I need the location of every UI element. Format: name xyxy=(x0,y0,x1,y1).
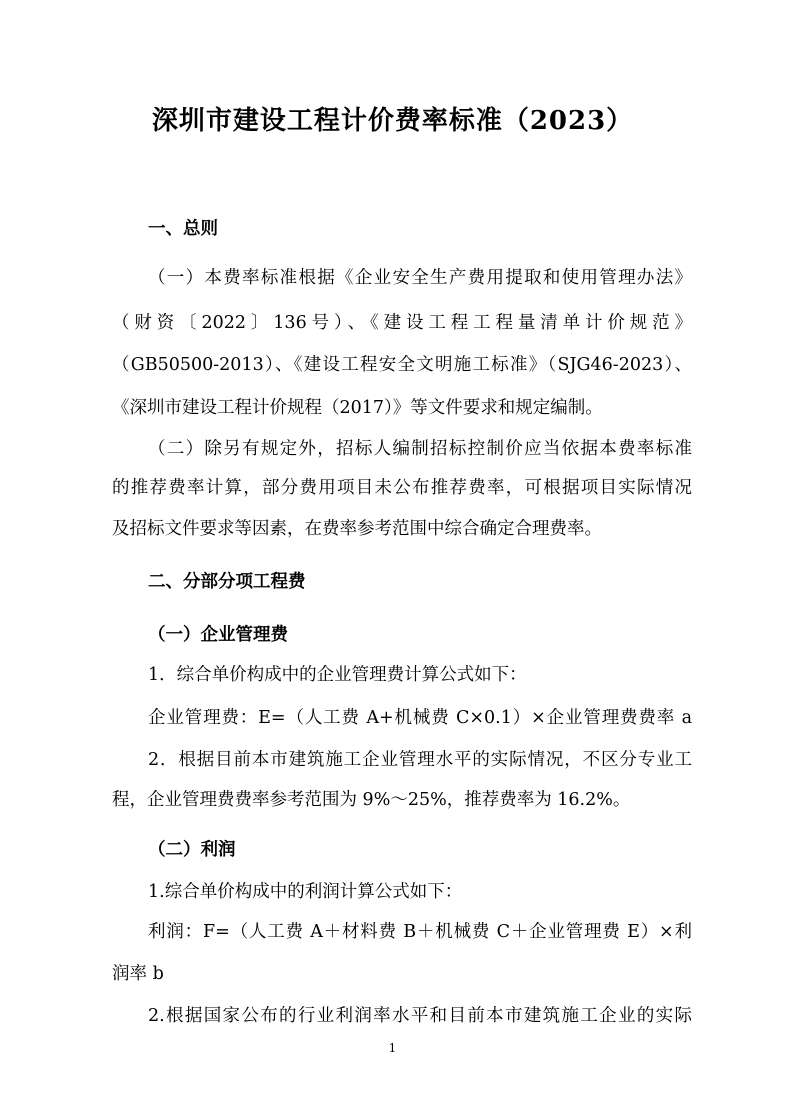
paragraph-line: （二）除另有规定外，招标人编制招标控制价应当依据本费率标准 xyxy=(148,439,692,459)
paragraph-line: 及招标文件要求等因素，在费率参考范围中综合确定合理费率。 xyxy=(112,519,602,539)
subsection-heading-profit: （二）利润 xyxy=(148,840,236,860)
formula-profit: 利润：F=（人工费 A＋材料费 B＋机械费 C＋企业管理费 E）×利 xyxy=(148,922,692,942)
page-number: 1 xyxy=(388,1041,397,1055)
paragraph-line: （GB50500-2013）、《建设工程安全文明施工标准》（SJG46-2023）、 xyxy=(112,355,692,375)
paragraph-line: （一）本费率标准根据《企业安全生产费用提取和使用管理办法》 xyxy=(148,268,692,288)
paragraph-line: 1.综合单价构成中的利润计算公式如下： xyxy=(148,882,463,902)
formula-profit-continued: 润率 b xyxy=(112,964,164,984)
section-heading-itemized-costs: 二、分部分项工程费 xyxy=(148,572,306,592)
paragraph-line: 的推荐费率计算，部分费用项目未公布推荐费率，可根据项目实际情况 xyxy=(112,478,692,498)
document-title: 深圳市建设工程计价费率标准（2023） xyxy=(151,106,634,136)
paragraph-line: （财资〔2022〕136号）、《建设工程工程量清单计价规范》 xyxy=(112,313,692,333)
section-heading-general: 一、总则 xyxy=(148,219,218,239)
paragraph-line: 程，企业管理费费率参考范围为 9%～25%，推荐费率为 16.2%。 xyxy=(112,790,631,810)
paragraph-line: 2．根据目前本市建筑施工企业管理水平的实际情况，不区分专业工 xyxy=(148,750,692,770)
subsection-heading-management-fee: （一）企业管理费 xyxy=(148,625,288,645)
paragraph-line: 1．综合单价构成中的企业管理费计算公式如下： xyxy=(148,665,527,685)
formula-management-fee: 企业管理费：E=（人工费 A+机械费 C×0.1）×企业管理费费率 a xyxy=(148,708,692,728)
paragraph-line: 《深圳市建设工程计价规程（2017）》等文件要求和规定编制。 xyxy=(112,398,603,418)
paragraph-line: 2.根据国家公布的行业利润率水平和目前本市建筑施工企业的实际 xyxy=(148,1006,692,1026)
